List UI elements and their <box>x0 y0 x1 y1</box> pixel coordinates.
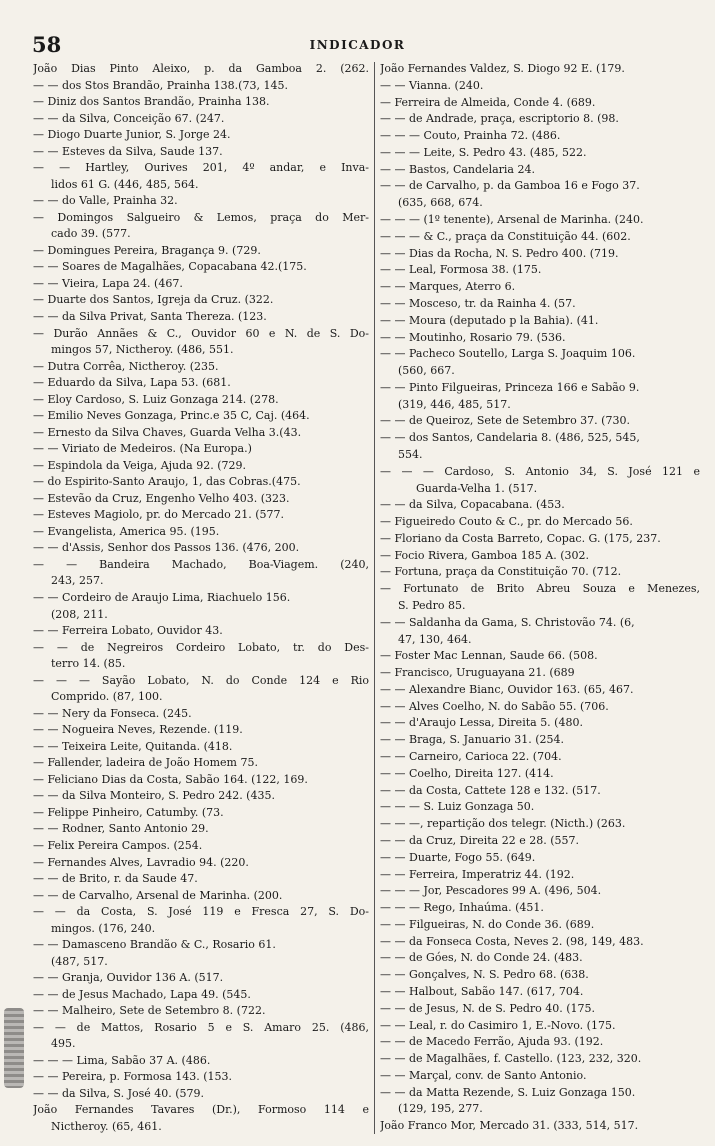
entry-line: — — Mosceso, tr. da Rainha 4. (57. <box>380 296 576 310</box>
entry-line: — — dos Stos Brandão, Prainha 138.(73, 145. <box>33 78 288 92</box>
entry-line: — — Teixeira Leite, Quitanda. (418. <box>33 739 233 753</box>
entry-line: — — da Costa, Cattete 128 e 132. (517. <box>380 783 601 797</box>
entry-line: — — Alexandre Bianc, Ouvidor 163. (65, 467. <box>380 682 634 696</box>
entry-line: — — d'Araujo Lessa, Direita 5. (480. <box>380 716 583 730</box>
entry-line: 554. <box>398 447 423 461</box>
entry-line: — — Bastos, Candelaria 24. <box>380 162 535 176</box>
entry-line: — Felippe Pinheiro, Catumby. (73. <box>33 805 224 819</box>
entry-line: — Durão Annães & C., Ouvidor 60 e N. de S. Do- <box>33 326 369 340</box>
entry-line: João Fernandes Tavares (Dr.), Formoso 114 e <box>33 1103 369 1117</box>
entry-line: — — Granja, Ouvidor 136 A. (517. <box>33 971 224 985</box>
entry-line: Nictheroy. (65, 461. <box>51 1120 162 1133</box>
entry-line: — Ferreira de Almeida, Conde 4. (689. <box>380 95 596 109</box>
entry-line: — — — Couto, Prainha 72. (486. <box>380 129 561 143</box>
entry-line: — Feliciano Dias da Costa, Sabão 164. (122, 169. <box>33 772 308 786</box>
entry-line: — Dutra Corrêa, Nictheroy. (235. <box>33 359 219 373</box>
entry-line: — — de Magalhães, f. Castello. (123, 232, 320. <box>380 1052 642 1066</box>
entry-line: — — — Lima, Sabão 37 A. (486. <box>33 1053 211 1067</box>
page-header <box>0 30 715 56</box>
entry-line: (319, 446, 485, 517. <box>398 397 511 411</box>
entry-line: — — da Silva Monteiro, S. Pedro 242. (435. <box>33 789 275 803</box>
entry-line: — Evangelista, America 95. (195. <box>33 524 220 538</box>
entry-line: — — Nery da Fonseca. (245. <box>33 706 192 720</box>
entry-line: — — Saldanha da Gama, S. Christovão 74. (6, <box>380 615 635 629</box>
entry-line: — — dos Santos, Candelaria 8. (486, 525, 545, <box>380 431 640 445</box>
entry-line: — — Marçal, conv. de Santo Antonio. <box>380 1068 587 1082</box>
entry-line: — Fortuna, praça da Constituição 70. (712. <box>380 565 622 579</box>
entry-line: — — d'Assis, Senhor dos Passos 136. (476, 200. <box>33 541 300 555</box>
entry-line: — Diogo Duarte Junior, S. Jorge 24. <box>33 128 231 142</box>
entry-line: (487, 517. <box>51 954 108 968</box>
entry-line: — — Moura (deputado p la Bahia). (41. <box>380 313 599 327</box>
entry-line: — — Gonçalves, N. S. Pedro 68. (638. <box>380 968 589 982</box>
entry-line: — — Pereira, p. Formosa 143. (153. <box>33 1070 232 1084</box>
entry-line: — — Malheiro, Sete de Setembro 8. (722. <box>33 1004 266 1018</box>
entry-line: — Fallender, ladeira de João Homem 75. <box>33 756 258 770</box>
entry-line: — Figueiredo Couto & C., pr. do Mercado 56. <box>380 515 633 529</box>
entry-line: — — — (1º tenente), Arsenal de Marinha. (240. <box>380 213 644 227</box>
entry-line: — do Espirito-Santo Araujo, 1, das Cobras.(475. <box>33 475 301 489</box>
entry-line: — Floriano da Costa Barreto, Copac. G. (175, 237. <box>380 531 661 545</box>
entry-line: — — de Negreiros Cordeiro Lobato, tr. do Des- <box>33 640 369 654</box>
entry-line: — — Damasceno Brandão & C., Rosario 61. <box>33 938 276 952</box>
entry-line: — — Viriato de Medeiros. (Na Europa.) <box>33 442 252 456</box>
entry-line: (129, 195, 277. <box>398 1102 483 1116</box>
entry-line: — — da Cruz, Direita 22 e 28. (557. <box>380 833 580 847</box>
entry-line: — — de Jesus, N. de S. Pedro 40. (175. <box>380 1001 596 1015</box>
entry-line: — — Nogueira Neves, Rezende. (119. <box>33 723 243 737</box>
entry-line: — — do Valle, Prainha 32. <box>33 194 178 208</box>
entry-line: — — Duarte, Fogo 55. (649. <box>380 850 536 864</box>
entry-line: João Franco Mor, Mercado 31. (333, 514, 517. <box>380 1119 639 1133</box>
entry-line: (560, 667. <box>398 364 455 378</box>
entry-line: 495. <box>51 1037 76 1051</box>
entry-line: — — de Carvalho, p. da Gamboa 16 e Fogo 37. <box>380 179 640 193</box>
entry-line: — — de Queiroz, Sete de Setembro 37. (730. <box>380 414 630 428</box>
entry-line: — — Rodner, Santo Antonio 29. <box>33 822 209 836</box>
entry-line: — — Braga, S. Januario 31. (254. <box>380 733 564 747</box>
right-column <box>380 62 700 1134</box>
entry-line: — Ernesto da Silva Chaves, Guarda Velha 3.(43. <box>33 425 302 439</box>
entry-line: cado 39. (577. <box>51 227 131 241</box>
entry-line: — — Vieira, Lapa 24. (467. <box>33 276 183 290</box>
entry-line: — — da Costa, S. José 119 e Fresca 27, S. Do- <box>33 905 369 919</box>
entry-line: mingos 57, Nictheroy. (486, 551. <box>51 343 234 357</box>
entry-line: — Eduardo da Silva, Lapa 53. (681. <box>33 376 231 390</box>
entry-line: João Fernandes Valdez, S. Diogo 92 E. (179. <box>380 62 625 75</box>
entry-line: — Diniz dos Santos Brandão, Prainha 138. <box>33 95 270 109</box>
entry-line: — — de Carvalho, Arsenal de Marinha. (200. <box>33 888 283 902</box>
left-column <box>33 62 369 1134</box>
entry-line: — — da Fonseca Costa, Neves 2. (98, 149, 483. <box>380 934 644 948</box>
page-number: 58 <box>32 32 62 57</box>
entry-line: — Estevão da Cruz, Engenho Velho 403. (323. <box>33 491 290 505</box>
entry-line: — Foster Mac Lennan, Saude 66. (508. <box>380 649 598 663</box>
entry-line: — Francisco, Uruguayana 21. (689 <box>380 666 575 680</box>
entry-line: — — Coelho, Direita 127. (414. <box>380 766 554 780</box>
entry-line: — Fernandes Alves, Lavradio 94. (220. <box>33 855 249 869</box>
entry-line: — — —, repartição dos telegr. (Nicth.) (263. <box>380 817 626 831</box>
entry-line: — — Filgueiras, N. do Conde 36. (689. <box>380 917 595 931</box>
entry-line: — — Pinto Filgueiras, Princeza 166 e Sabão 9. <box>380 380 640 394</box>
entry-line: — — Marques, Aterro 6. <box>380 280 516 294</box>
entry-line: — Emilio Neves Gonzaga, Princ.e 35 C, Caj. (464. <box>33 409 310 423</box>
entry-line: Comprido. (87, 100. <box>51 690 163 704</box>
entry-line: — — — Jor, Pescadores 99 A. (496, 504. <box>380 884 602 898</box>
entry-line: Guarda-Velha 1. (517. <box>416 481 538 495</box>
entry-line: — — Soares de Magalhães, Copacabana 42.(175. <box>33 260 307 274</box>
entry-line: — — de Jesus Machado, Lapa 49. (545. <box>33 987 251 1001</box>
entry-line: — — Hartley, Ourives 201, 4º andar, e Inva- <box>33 161 369 175</box>
entry-line: — Fortunato de Brito Abreu Souza e Menezes, <box>380 582 700 596</box>
entry-line: — Esteves Magiolo, pr. do Mercado 21. (577. <box>33 508 285 522</box>
entry-line: S. Pedro 85. <box>398 599 466 612</box>
entry-line: terro 14. (85. <box>51 657 126 671</box>
entry-line: — — — Rego, Inhaúma. (451. <box>380 901 544 915</box>
entry-line: — — Ferreira Lobato, Ouvidor 43. <box>33 624 223 638</box>
entry-line: — Domingues Pereira, Bragança 9. (729. <box>33 243 261 257</box>
entry-line: — — — S. Luiz Gonzaga 50. <box>380 800 535 814</box>
entry-line: — — Leal, r. do Casimiro 1, E.-Novo. (175. <box>380 1018 616 1032</box>
entry-line: — — Moutinho, Rosario 79. (536. <box>380 330 566 344</box>
entry-line: — — de Macedo Ferrão, Ajuda 93. (192. <box>380 1035 604 1049</box>
entry-line: — — da Silva, S. José 40. (579. <box>33 1086 205 1100</box>
entry-line: — Domingos Salgueiro & Lemos, praça do Mer- <box>33 210 369 224</box>
entry-line: — — Carneiro, Carioca 22. (704. <box>380 750 562 764</box>
page-edge-stain <box>4 1008 24 1088</box>
entry-line: — — Bandeira Machado, Boa-Viagem. (240, <box>33 557 369 571</box>
entry-line: — — de Mattos, Rosario 5 e S. Amaro 25. (486, <box>33 1020 369 1034</box>
entry-line: — — Cordeiro de Araujo Lima, Riachuelo 156. <box>33 591 291 604</box>
entry-line: — — — Sayão Lobato, N. do Conde 124 e Rio <box>33 673 369 687</box>
column-divider <box>374 62 375 1134</box>
entry-line: 243, 257. <box>51 574 104 588</box>
page-title: INDICADOR <box>309 38 406 52</box>
entry-line: — Focio Rivera, Gamboa 185 A. (302. <box>380 548 589 562</box>
entry-line: — Duarte dos Santos, Igreja da Cruz. (322. <box>33 293 274 307</box>
entry-line: — — Alves Coelho, N. do Sabão 55. (706. <box>380 699 609 713</box>
entry-line: 47, 130, 464. <box>398 632 472 646</box>
entry-line: — — de Andrade, praça, escriptorio 8. (98. <box>380 112 619 126</box>
entry-line: (635, 668, 674. <box>398 196 483 210</box>
entry-line: — — — Cardoso, S. Antonio 34, S. José 121 e <box>380 464 700 478</box>
entry-line: — — Esteves da Silva, Saude 137. <box>33 144 223 158</box>
entry-line: lidos 61 G. (446, 485, 564. <box>51 177 199 191</box>
entry-line: — — Leal, Formosa 38. (175. <box>380 263 542 277</box>
entry-line: — — de Góes, N. do Conde 24. (483. <box>380 951 583 965</box>
entry-line: — — Halbout, Sabão 147. (617, 704. <box>380 984 584 998</box>
entry-line: — — da Silva Privat, Santa Thereza. (123. <box>33 309 267 323</box>
entry-line: — — da Silva, Copacabana. (453. <box>380 498 565 512</box>
entry-line: — Espindola da Veiga, Ajuda 92. (729. <box>33 458 247 472</box>
entry-line: — — Dias da Rocha, N. S. Pedro 400. (719. <box>380 246 619 260</box>
entry-line: (208, 211. <box>51 607 108 621</box>
entry-line: — — — & C., praça da Constituição 44. (602. <box>380 229 631 243</box>
entry-line: — — — Leite, S. Pedro 43. (485, 522. <box>380 145 587 159</box>
entry-line: João Dias Pinto Aleixo, p. da Gamboa 2. (262. <box>33 62 369 75</box>
entry-line: — — Pacheco Soutello, Larga S. Joaquim 106. <box>380 347 636 361</box>
entry-line: — — da Silva, Conceição 67. (247. <box>33 111 225 125</box>
entry-line: — — de Brito, r. da Saude 47. <box>33 872 198 886</box>
entry-line: — — da Matta Rezende, S. Luiz Gonzaga 150. <box>380 1085 636 1099</box>
entry-line: — Eloy Cardoso, S. Luiz Gonzaga 214. (278. <box>33 392 279 406</box>
entry-line: — — Ferreira, Imperatriz 44. (192. <box>380 867 575 881</box>
entry-line: — Felix Pereira Campos. (254. <box>33 838 203 852</box>
entry-line: — — Vianna. (240. <box>380 78 484 92</box>
entry-line: mingos. (176, 240. <box>51 921 156 935</box>
